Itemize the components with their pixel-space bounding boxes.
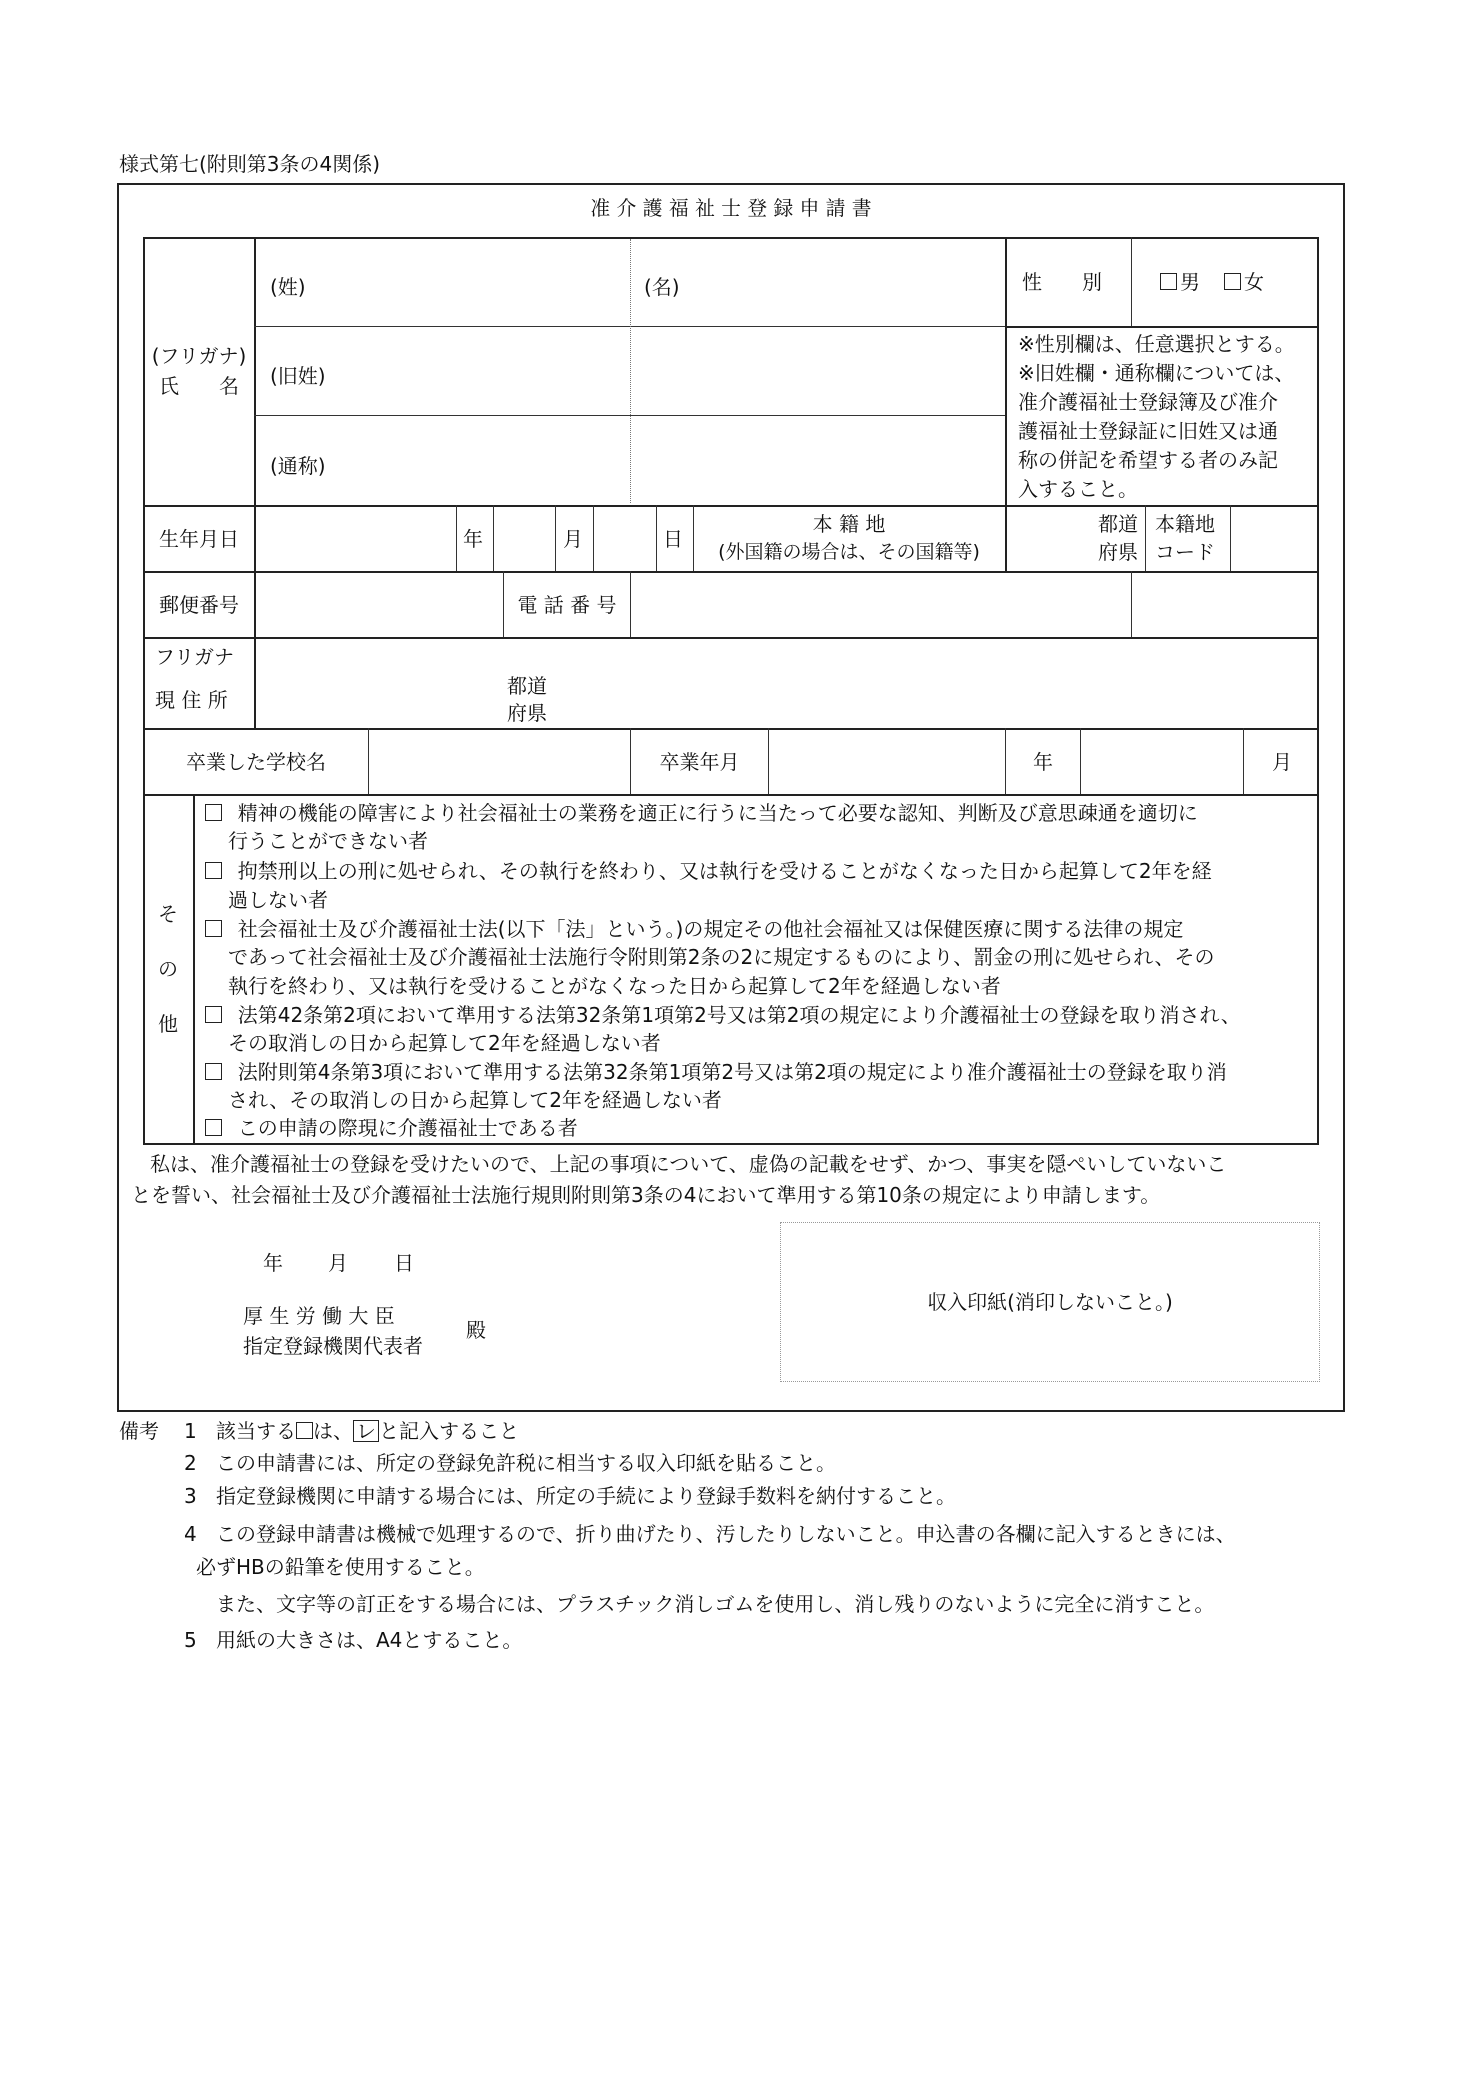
note-5-number: 5	[184, 1628, 197, 1652]
given-name-label: (名)	[644, 275, 680, 299]
birth-month-unit: 月	[563, 527, 583, 551]
gender-note-2: ※旧姓欄・通称欄については、	[1018, 361, 1295, 385]
gender-note-5: 称の併記を希望する者のみ記	[1018, 448, 1278, 472]
domicile-code-label-2: コード	[1155, 540, 1215, 564]
addressee-minister: 厚 生 労 働 大 臣	[243, 1304, 395, 1328]
alias-label: (通称)	[270, 454, 326, 478]
disqualify-checkbox-4[interactable]	[205, 1006, 222, 1023]
school-label: 卒業した学校名	[186, 750, 326, 774]
note-5: 用紙の大きさは、A4とすること。	[216, 1628, 523, 1652]
birth-year-unit: 年	[463, 527, 483, 551]
note-1-number: 1	[184, 1419, 197, 1443]
addressee-honorific: 殿	[466, 1318, 486, 1342]
name-label: 氏 名	[159, 374, 239, 398]
address-field[interactable]	[560, 677, 1316, 725]
disqualify-item-6[interactable]: この申請の際現に介護福祉士である者	[205, 1116, 578, 1140]
date-year: 年	[263, 1251, 283, 1275]
domicile-sublabel: (外国籍の場合は、その国籍等)	[718, 541, 980, 563]
gender-female-option[interactable]: 女	[1224, 270, 1264, 294]
note-2-number: 2	[184, 1451, 197, 1475]
check-mark-sample-icon: レ	[353, 1420, 379, 1442]
other-label-3: 他	[158, 1012, 178, 1036]
disqualify-checkbox-6[interactable]	[205, 1119, 222, 1136]
other-label-1: そ	[158, 902, 178, 926]
alias-field[interactable]	[350, 422, 1000, 500]
date-month: 月	[328, 1251, 348, 1275]
birth-label: 生年月日	[159, 527, 239, 551]
disqualify-checkbox-2[interactable]	[205, 862, 222, 879]
note-4-cont-1: 必ずHBの鉛筆を使用すること。	[196, 1555, 485, 1579]
birth-day-unit: 日	[663, 527, 683, 551]
disqualify-item-1[interactable]: 精神の機能の障害により社会福祉士の業務を適正に行うに当たって必要な認知、判断及び意思疎通を適切に	[205, 801, 1198, 825]
note-3-number: 3	[184, 1484, 197, 1508]
disqualify-checkbox-1[interactable]	[205, 804, 222, 821]
disqualify-item-1-cont: 行うことができない者	[228, 829, 428, 853]
furigana-label: (フリガナ)	[151, 344, 247, 368]
address-furigana-label: フリガナ	[155, 645, 234, 669]
birth-day-field[interactable]	[597, 510, 652, 566]
gender-note-3: 准介護福祉士登録簿及び准介	[1018, 390, 1278, 414]
disqualify-item-3-cont-1: であって社会福祉士及び介護福祉士法施行令附則第2条の2に規定するものにより、罰金の刑に処せられ、その	[228, 945, 1215, 969]
address-pref-field[interactable]	[258, 677, 503, 725]
surname-label: (姓)	[270, 275, 306, 299]
school-field[interactable]	[372, 733, 626, 789]
postal-label: 郵便番号	[159, 593, 239, 617]
disqualify-item-2-cont: 過しない者	[228, 888, 328, 912]
birth-year-field[interactable]	[258, 510, 452, 566]
grad-year-unit: 年	[1033, 750, 1053, 774]
disqualify-item-3[interactable]: 社会福祉士及び介護福祉士法(以下「法」という。)の規定その他社会福祉又は保健医療に関する法律の規定	[205, 917, 1183, 941]
gender-label: 性 別	[1022, 270, 1102, 294]
domicile-pref-1: 都道	[1098, 512, 1138, 536]
domicile-label: 本 籍 地	[812, 512, 886, 536]
disqualify-checkbox-5[interactable]	[205, 1063, 222, 1080]
note-2: この申請書には、所定の登録免許税に相当する収入印紙を貼ること。	[216, 1451, 836, 1475]
address-furigana-field[interactable]	[258, 641, 1316, 675]
phone-field[interactable]	[634, 576, 1127, 632]
declaration-line-1: 私は、准介護福祉士の登録を受けたいので、上記の事項について、虚偽の記載をせず、かつ、事実を隠ぺいしていないこ	[150, 1152, 1227, 1176]
form-number: 様式第七(附則第3条の4関係)	[119, 152, 381, 176]
address-label: 現 住 所	[155, 688, 228, 712]
address-pref-2: 府県	[507, 701, 547, 725]
disqualify-item-5-cont: され、その取消しの日から起算して2年を経過しない者	[228, 1088, 722, 1112]
domicile-code-label-1: 本籍地	[1155, 512, 1215, 536]
gender-note-4: 護福祉士登録証に旧姓又は通	[1018, 419, 1278, 443]
male-checkbox[interactable]	[1160, 273, 1177, 290]
disqualify-item-2[interactable]: 拘禁刑以上の刑に処せられ、その執行を終わり、又は執行を受けることがなくなった日から起算して2年を経	[205, 859, 1212, 883]
postal-field[interactable]	[258, 576, 499, 632]
note-4-cont-2: また、文字等の訂正をする場合には、プラスチック消しゴムを使用し、消し残りのないように完全に消すこと。	[216, 1592, 1215, 1616]
former-surname-field[interactable]	[350, 334, 1000, 410]
note-3: 指定登録機関に申請する場合には、所定の手続により登録手数料を納付すること。	[216, 1484, 956, 1508]
gender-male-option[interactable]: 男	[1160, 270, 1200, 294]
revenue-stamp-label: 収入印紙(消印しないこと。)	[927, 1290, 1173, 1314]
female-checkbox[interactable]	[1224, 273, 1241, 290]
note-1: 該当する は、 レ と記入すること	[216, 1419, 519, 1443]
address-pref-1: 都道	[507, 674, 547, 698]
disqualify-item-4-cont: その取消しの日から起算して2年を経過しない者	[228, 1031, 661, 1055]
phone-label: 電 話 番 号	[517, 593, 617, 617]
surname-field[interactable]	[340, 262, 625, 318]
domicile-pref-2: 府県	[1098, 540, 1138, 564]
domicile-code-field[interactable]	[1234, 510, 1316, 566]
notes-label: 備考	[119, 1419, 159, 1443]
declaration-line-2: とを誓い、社会福祉士及び介護福祉士法施行規則附則第3条の4において準用する第10条の規定により申請します。	[131, 1183, 1161, 1207]
disqualify-item-5[interactable]: 法附則第4条第3項において準用する法第32条第1項第2号又は第2項の規定により准介護福祉士の登録を取り消	[205, 1060, 1227, 1084]
disqualify-checkbox-3[interactable]	[205, 920, 222, 937]
gender-note-6: 入すること。	[1018, 477, 1138, 501]
grad-month-field[interactable]	[1084, 733, 1239, 789]
given-name-field[interactable]	[700, 262, 1000, 318]
domicile-field[interactable]	[1010, 510, 1094, 566]
checkbox-sample-icon	[296, 1422, 313, 1439]
disqualify-item-3-cont-2: 執行を終わり、又は執行を受けることがなくなった日から起算して2年を経過しない者	[228, 974, 1001, 998]
note-4-number: 4	[184, 1522, 197, 1546]
gender-note-1: ※性別欄は、任意選択とする。	[1018, 332, 1295, 356]
birth-month-field[interactable]	[497, 510, 551, 566]
disqualify-item-4[interactable]: 法第42条第2項において準用する法第32条第1項第2号又は第2項の規定により介護福祉士の登録を取り消され、	[205, 1003, 1241, 1027]
grad-month-unit: 月	[1272, 750, 1292, 774]
other-label-2: の	[158, 957, 178, 981]
addressee-agency: 指定登録機関代表者	[243, 1334, 423, 1358]
note-4: この登録申請書は機械で処理するので、折り曲げたり、汚したりしないこと。申込書の各欄に記入するときには、	[216, 1522, 1236, 1546]
former-surname-label: (旧姓)	[270, 364, 326, 388]
form-title: 准 介 護 福 祉 士 登 録 申 請 書	[590, 197, 872, 220]
date-day: 日	[394, 1251, 414, 1275]
grad-label: 卒業年月	[659, 750, 740, 774]
grad-year-field[interactable]	[772, 733, 1001, 789]
